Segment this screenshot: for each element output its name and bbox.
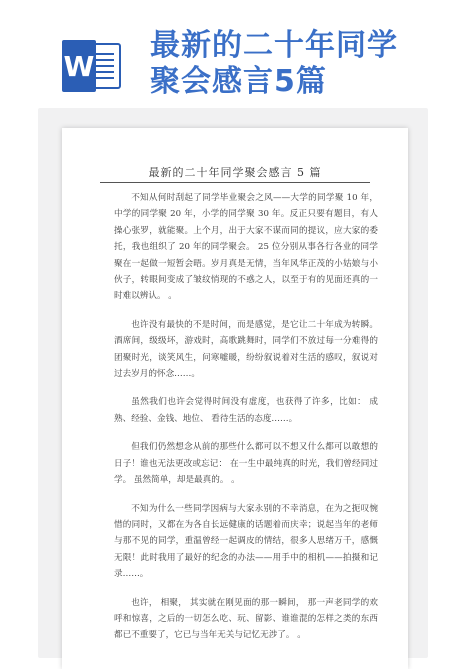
paragraph: 但我们仍然想念从前的那些什么都可以不想又什么都可以敢想的日子！谁也无法更改或忘记： 在一生中最纯真的时光，我们曾经同过学。 虽然简单，却是最真的。 。 (114, 442, 378, 486)
banner-title-line-2: 聚会感言5篇 (150, 64, 327, 99)
document-title: 最新的二十年同学聚会感言 5 篇 (148, 166, 322, 179)
document-body (114, 190, 378, 656)
paragraph: 也许没有最快的不是时间，而是感觉，是它让二十年成为转瞬。酒席间，级级坏，游戏时，高歌跳舞时，同学们不放过每一分难得的团聚时光，谈笑风生，问寒嘘暖，纷纷叙说着对生活的感叹，叙说对过去岁月的怀念……。 (114, 319, 378, 380)
word-letter: W (63, 50, 95, 83)
paragraph: 不知从何时刮起了同学毕业聚会之风——大学的同学聚 10 年，中学的同学聚 20 年，小学的同学聚 30 年。反正只要有题目，有人操心张罗，就能聚。上个月，出于大家不谋而同的提议，应大家的委托，我也组织了 20 年的同学聚会。 25 位分别从事各行各业的同学聚在一起做一短暂会晤。岁月真是无情，当年风华正茂的小姑娘与小伙子，转眼间变成了皱纹悄现的不惑之人，以至于有的见面还真的一时难以辨认。 。 (114, 193, 378, 302)
document-page (62, 128, 408, 669)
title-divider (100, 182, 370, 183)
banner-title (150, 28, 460, 100)
paragraph: 不知为什么一些同学因病与大家永别的不幸消息，在为之扼叹惋惜的同时，又都在为各自长远健康的话题着而庆幸；说起当年的老师与那不见的同学，重温曾经一起调皮的情结，很多人思绪万千，感慨无限！此时我用了最好的纪念的办法——用手中的相机——拍摄和记录……。 (114, 503, 378, 580)
word-document-icon (62, 40, 124, 92)
paragraph: 也许， 相聚， 其实就在刚见面的那一瞬间， 那一声老同学的欢呼和惊喜，之后的一切怎么吃、玩、留影、谁谁混的怎样之类的东西都已不重要了，它已与当年无关与记忆无涉了。 。 (114, 597, 378, 641)
banner-title-line-1: 最新的二十年同学 (150, 28, 398, 63)
paragraph: 虽然我们也许会觉得时间没有虚度，也获得了许多，比如： 成熟、经验、金钱、地位、 看待生活的态度……。 (114, 397, 378, 424)
